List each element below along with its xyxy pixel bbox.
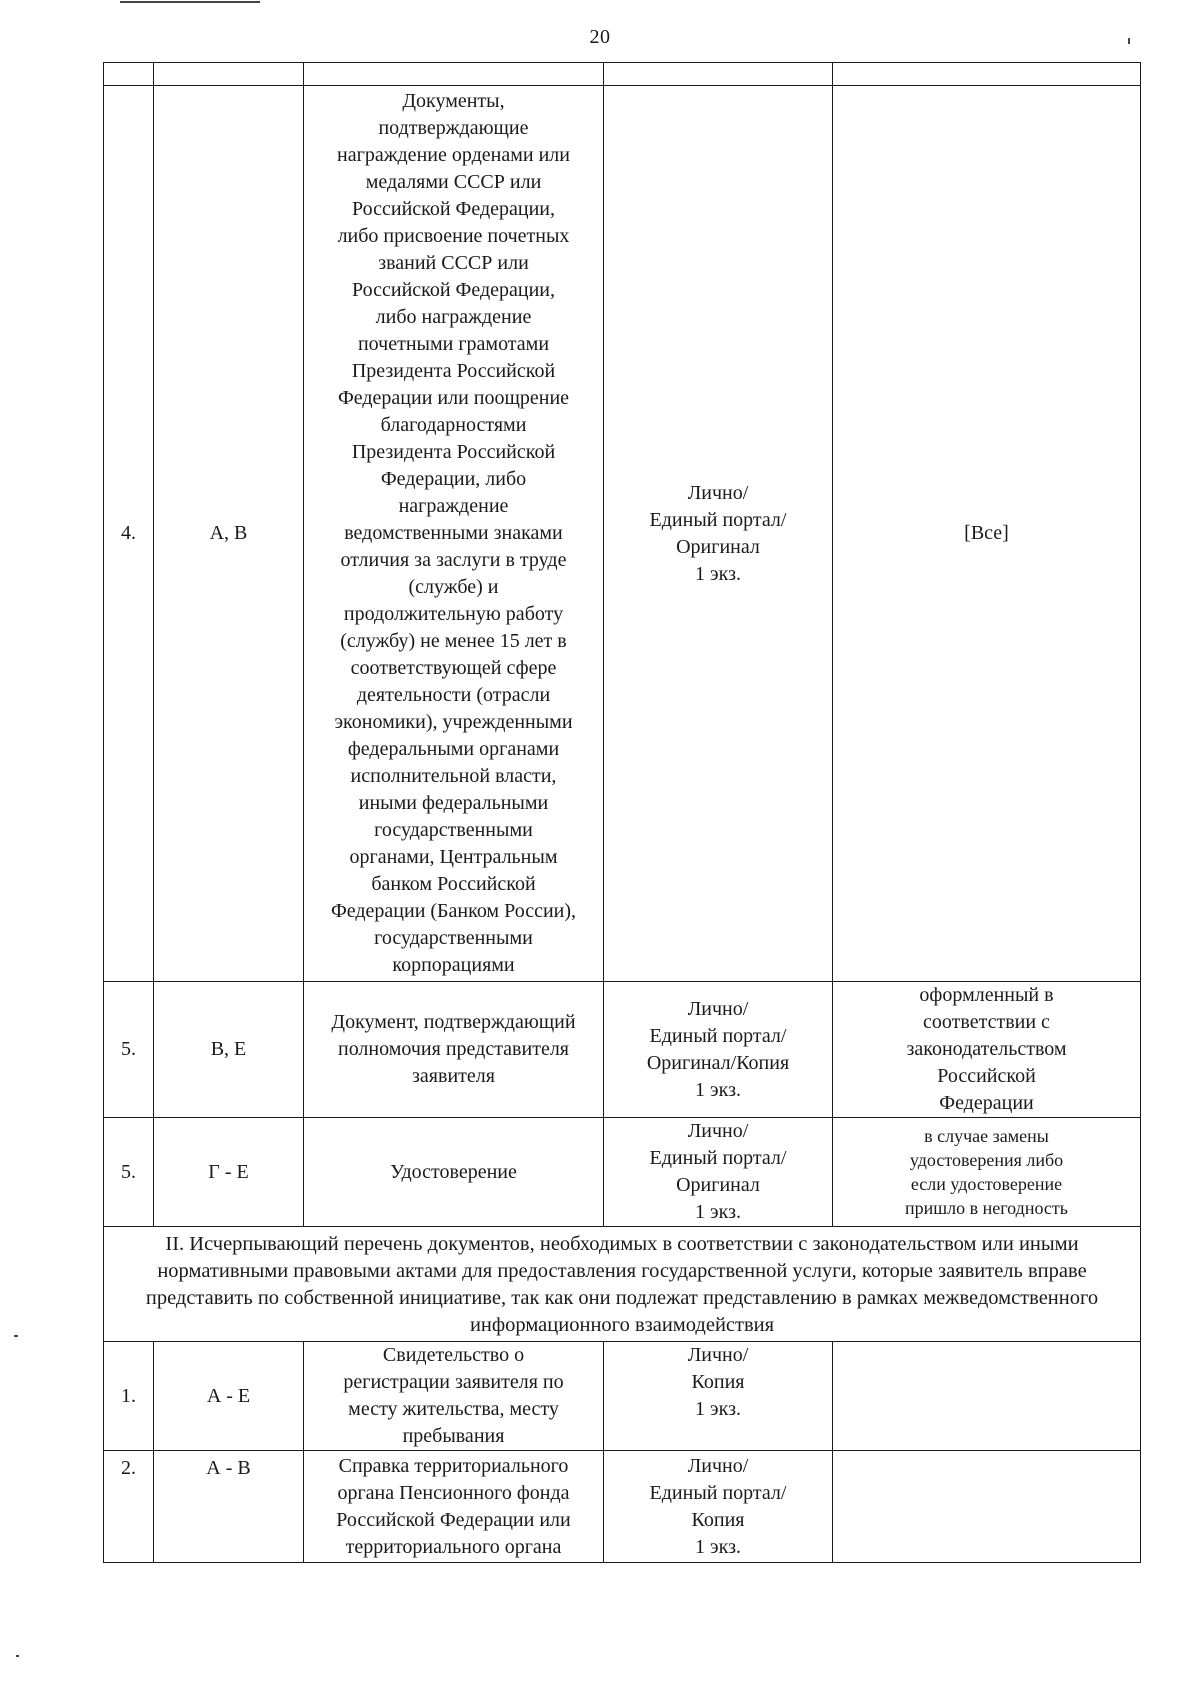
section-ii-heading: II. Исчерпывающий перечень документов, необходимых в соответствии с законодательством или иными нормативными правовыми актами для предоставления государственной услуги, которые заявитель вправе представить по собственной инициативе, так как они подлежат представлению в рамках межведомственного информационного взаимодействия bbox=[104, 1227, 1141, 1342]
section-heading-row bbox=[104, 1227, 1141, 1342]
document-name: Справка территориального органа Пенсионного фонда Российской Федерации или территориального органа bbox=[304, 1451, 604, 1563]
header-cell bbox=[833, 63, 1141, 86]
table-row bbox=[104, 982, 1141, 1118]
document-name: Документы, подтверждающие награждение орденами или медалями СССР или Российской Федерации, либо присвоение почетных званий СССР или Российской Федерации, либо награждение почетными грамотами Президента Российской Федерации или поощрение благодарностями Президента Российской Федерации, либо награждение ведомственными знаками отличия за заслуги в труде (службе) и продолжительную работу (службу) не менее 15 лет в соответствующей сфере деятельности (отрасли экономики), учрежденными федеральными органами исполнительной власти, иными федеральными государственными органами, Центральным банком Российской Федерации (Банком России), государственными корпорациями bbox=[304, 86, 604, 982]
header-cell bbox=[104, 63, 154, 86]
note: в случае замены удостоверения либо если удостоверение пришло в негодность bbox=[833, 1118, 1141, 1227]
table-row bbox=[104, 1118, 1141, 1227]
applicant-category: А - Е bbox=[154, 1342, 304, 1451]
scan-mark bbox=[1128, 38, 1130, 44]
table-row bbox=[104, 1342, 1141, 1451]
applicant-category: В, Е bbox=[154, 982, 304, 1118]
note: оформленный в соответствии с законодательством Российской Федерации bbox=[833, 982, 1141, 1118]
header-cell bbox=[154, 63, 304, 86]
applicant-category: А, В bbox=[154, 86, 304, 982]
document-name: Документ, подтверждающий полномочия представителя заявителя bbox=[304, 982, 604, 1118]
delivery-method: Лично/ Единый портал/ Оригинал/Копия 1 экз. bbox=[604, 982, 833, 1118]
delivery-method: Лично/ Копия 1 экз. bbox=[604, 1342, 833, 1451]
delivery-method: Лично/ Единый портал/ Оригинал 1 экз. bbox=[604, 86, 833, 982]
scan-mark bbox=[14, 1335, 18, 1337]
note bbox=[833, 1451, 1141, 1563]
header-cell bbox=[304, 63, 604, 86]
documents-table bbox=[103, 62, 1141, 1563]
header-cell bbox=[604, 63, 833, 86]
delivery-method: Лично/ Единый портал/ Оригинал 1 экз. bbox=[604, 1118, 833, 1227]
applicant-category: А - В bbox=[154, 1451, 304, 1563]
delivery-method: Лично/ Единый портал/ Копия 1 экз. bbox=[604, 1451, 833, 1563]
note bbox=[833, 1342, 1141, 1451]
scan-mark bbox=[120, 1, 260, 3]
row-number: 2. bbox=[104, 1451, 154, 1563]
note: [Все] bbox=[833, 86, 1141, 982]
row-number: 5. bbox=[104, 982, 154, 1118]
row-number: 4. bbox=[104, 86, 154, 982]
page-number: 20 bbox=[589, 26, 611, 48]
document-name: Удостоверение bbox=[304, 1118, 604, 1227]
applicant-category: Г - Е bbox=[154, 1118, 304, 1227]
row-number: 1. bbox=[104, 1342, 154, 1451]
row-number: 5. bbox=[104, 1118, 154, 1227]
document-name: Свидетельство о регистрации заявителя по месту жительства, месту пребывания bbox=[304, 1342, 604, 1451]
table-header-row bbox=[104, 63, 1141, 86]
scan-mark bbox=[16, 1655, 19, 1657]
table-row bbox=[104, 1451, 1141, 1563]
table-row bbox=[104, 86, 1141, 982]
